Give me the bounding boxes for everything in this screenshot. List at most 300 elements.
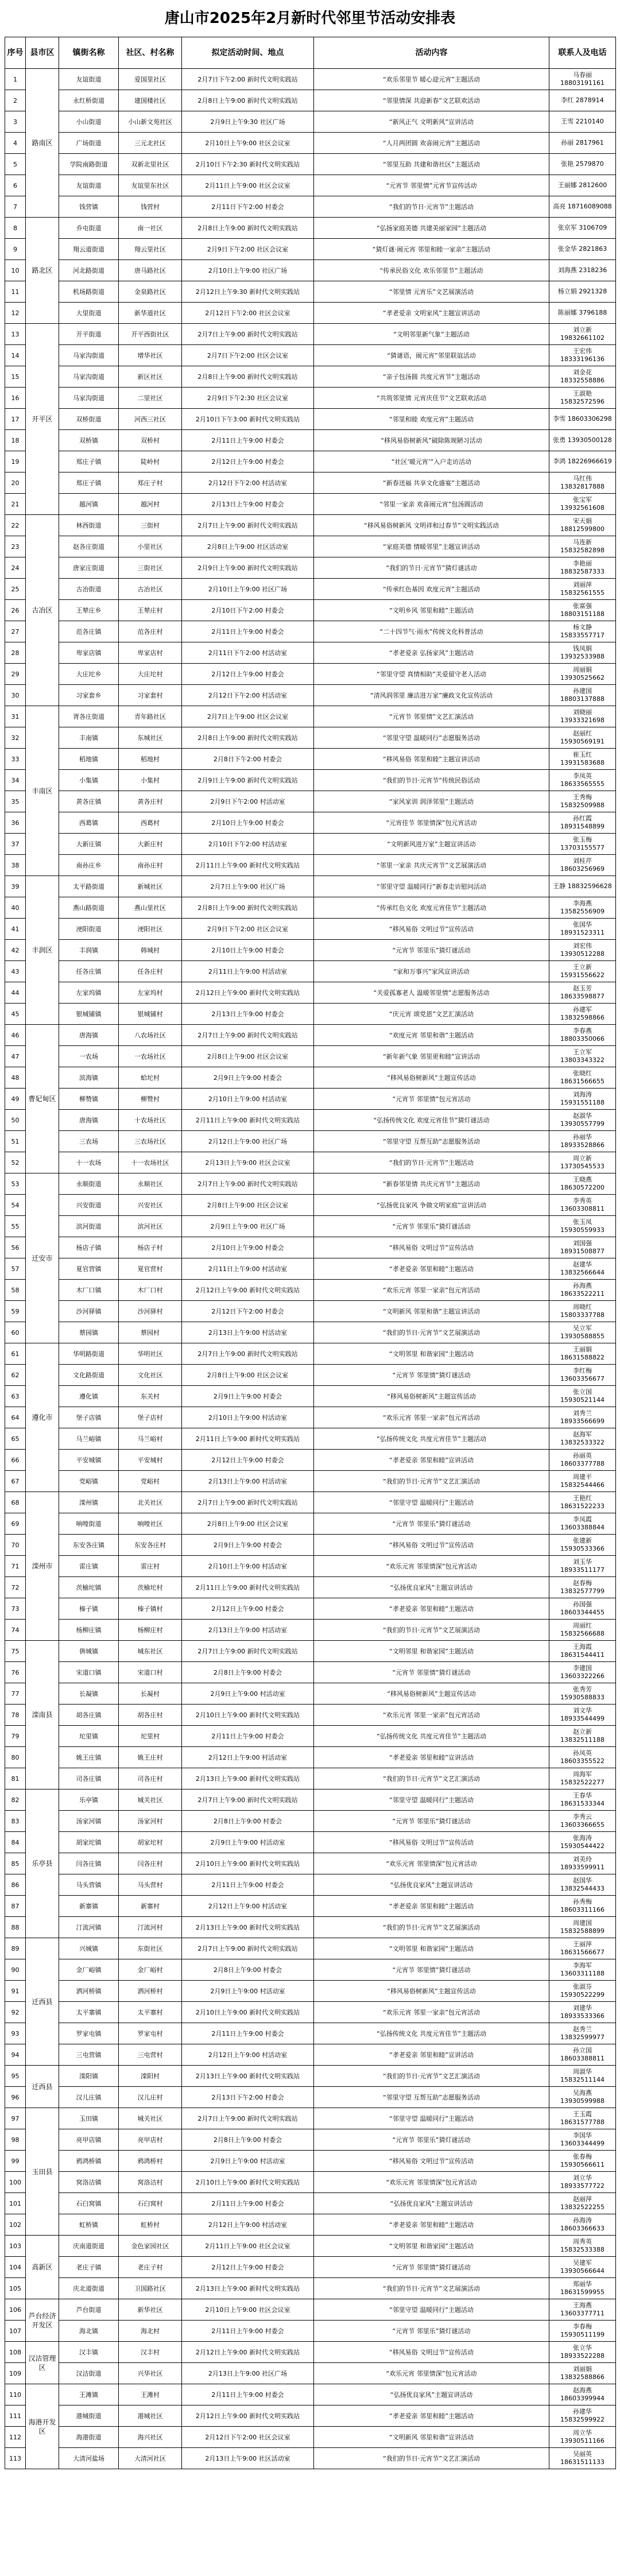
contact-cell: 周海军 15832522277 — [549, 1768, 616, 1789]
content-cell: “移风易俗 文明过节”宣传活动 — [314, 919, 549, 940]
table-row — [5, 2129, 616, 2151]
content-cell: “孝老爱亲 邻里和睦”主题活动 — [314, 1896, 549, 1917]
row-index: 18 — [5, 430, 26, 451]
table-row — [5, 239, 616, 260]
content-cell: “孝老爱亲 邻里和睦”宣讲活动 — [314, 1747, 549, 1768]
time-place-cell: 2月9日上午9:00 村活动室 — [182, 1981, 314, 2002]
row-index: 27 — [5, 621, 26, 642]
row-index: 94 — [5, 2044, 26, 2066]
content-cell: “移风易俗树新风 文明祥和过春节”文明实践活动 — [314, 515, 549, 536]
contact-cell: 刘文华 18933544499 — [549, 1705, 616, 1726]
table-row — [5, 1959, 616, 1981]
content-cell: “邻里守望 温暖同行”新春走访慰问活动 — [314, 876, 549, 897]
content-cell: “元宵节 邻里情”猜灯谜活动 — [314, 1959, 549, 1981]
village-cell: 金泉路社区 — [119, 281, 182, 303]
time-place-cell: 2月12日下午2:00 村活动室 — [182, 685, 314, 706]
header-county: 县市区 — [26, 37, 59, 69]
time-place-cell: 2月11日上午9:00 村委会 — [182, 2384, 314, 2405]
table-row — [5, 664, 616, 685]
content-cell: “文明邻里 和谐家园”主题活动 — [314, 1343, 549, 1365]
table-row — [5, 1025, 616, 1046]
content-cell: “移风易俗 文明过节”宣传活动 — [314, 1237, 549, 1258]
table-row — [5, 1195, 616, 1216]
time-place-cell: 2月7日上午9:00 新时代文明实践站 — [182, 515, 314, 536]
contact-cell: 孙丽华 18933528866 — [549, 1131, 616, 1152]
content-cell: “孝老爱亲 邻里和睦”宣讲活动 — [314, 2044, 549, 2066]
town-cell: 双桥街道 — [59, 409, 119, 430]
content-cell: “文明邻里新气象”主题活动 — [314, 324, 549, 345]
content-cell: “欢乐元宵 邻里一家亲”包元宵活动 — [314, 2002, 549, 2023]
town-cell: 胡各庄镇 — [59, 1705, 119, 1726]
table-row — [5, 2342, 616, 2363]
row-index: 84 — [5, 1832, 26, 1853]
county-cell: 玉田县 — [26, 2108, 59, 2236]
table-row — [5, 260, 616, 281]
row-index: 6 — [5, 175, 26, 196]
village-cell: 文化社区 — [119, 1365, 182, 1386]
table-row — [5, 579, 616, 600]
row-index: 17 — [5, 409, 26, 430]
time-place-cell: 2月12日上午9:00 村委会 — [182, 1450, 314, 1471]
town-cell: 马兰峪镇 — [59, 1428, 119, 1450]
row-index: 58 — [5, 1280, 26, 1301]
town-cell: 文化路街道 — [59, 1365, 119, 1386]
town-cell: 任各庄镇 — [59, 961, 119, 982]
table-row — [5, 430, 616, 451]
table-body — [5, 69, 616, 2469]
content-cell: “共筑邻里情 元宵庆佳节”文艺联欢活动 — [314, 388, 549, 409]
row-index: 51 — [5, 1131, 26, 1152]
table-row — [5, 2427, 616, 2448]
content-cell: “邻里一家亲 共庆元宵节”文艺展演活动 — [314, 855, 549, 876]
content-cell: “欢乐元宵 邻里一家亲”包元宵活动 — [314, 1705, 549, 1726]
contact-cell: 刘桂芹 18603256969 — [549, 855, 616, 876]
village-cell: 小集村 — [119, 770, 182, 791]
row-index: 76 — [5, 1662, 26, 1683]
time-place-cell: 2月13日上午9:00 新时代文明实践站 — [182, 1917, 314, 1938]
table-row — [5, 154, 616, 175]
row-index: 93 — [5, 2023, 26, 2044]
village-cell: 马兰峪村 — [119, 1428, 182, 1450]
time-place-cell: 2月11日上午9:00 村委会 — [182, 1726, 314, 1747]
table-row — [5, 409, 616, 430]
row-index: 53 — [5, 1173, 26, 1195]
table-row — [5, 706, 616, 727]
village-cell: 柳赞村 — [119, 1088, 182, 1110]
table-row — [5, 1577, 616, 1598]
content-cell: “庆元宵 颂党恩”文艺汇演活动 — [314, 1004, 549, 1025]
contact-cell: 周建国 15832588899 — [549, 1917, 616, 1938]
content-cell: “邻里情 元宵乐”文艺展演活动 — [314, 281, 549, 303]
time-place-cell: 2月12日下午2:00 社区会议室 — [182, 2427, 314, 2448]
content-cell: “我们的节日·元宵节”主题活动 — [314, 196, 549, 218]
row-index: 56 — [5, 1237, 26, 1258]
table-row — [5, 1004, 616, 1025]
contact-cell: 郑丽华 18631599955 — [549, 2278, 616, 2299]
row-index: 77 — [5, 1683, 26, 1705]
content-cell: “欢度元宵 邻里和谐”主题活动 — [314, 1025, 549, 1046]
content-cell: “欢乐元宵 邻里情深”包元宵活动 — [314, 2363, 549, 2384]
content-cell: “元宵节 邻里乐”猜灯谜活动 — [314, 2129, 549, 2151]
row-index: 14 — [5, 345, 26, 366]
town-cell: 马头营镇 — [59, 1874, 119, 1896]
village-cell: 小里社区 — [119, 536, 182, 557]
contact-cell: 孙建国 18803137888 — [549, 685, 616, 706]
county-cell: 芦台经济开发区 — [26, 2299, 59, 2342]
town-cell: 木厂口镇 — [59, 1280, 119, 1301]
time-place-cell: 2月13日上午9:00 村委会 — [182, 494, 314, 515]
town-cell: 郑庄子镇 — [59, 472, 119, 494]
town-cell: 平安城镇 — [59, 1450, 119, 1471]
village-cell: 蛤坨村 — [119, 1067, 182, 1088]
content-cell: “欢乐元宵 邻里情深”包元宵活动 — [314, 1853, 549, 1874]
time-place-cell: 2月7日下午2:00 社区会议室 — [182, 345, 314, 366]
row-index: 16 — [5, 388, 26, 409]
time-place-cell: 2月12日上午9:00 村活动室 — [182, 2214, 314, 2236]
table-row — [5, 876, 616, 897]
content-cell: “移风易俗 邻里和睦”主题宣讲活动 — [314, 749, 549, 770]
table-row — [5, 1173, 616, 1195]
content-cell: “家和万事兴”家风宣讲活动 — [314, 961, 549, 982]
contact-cell: 孙秀梅 18603311166 — [549, 1896, 616, 1917]
content-cell: “元宵节 邻里乐”猜灯谜活动 — [314, 1811, 549, 1832]
activity-table — [5, 37, 616, 2469]
time-place-cell: 2月12日上午9:00 村活动室 — [182, 1896, 314, 1917]
contact-cell: 周立华 13930511166 — [549, 2427, 616, 2448]
village-cell: 汉丰村 — [119, 2342, 182, 2363]
table-row — [5, 600, 616, 621]
town-cell: 夏官营镇 — [59, 1258, 119, 1280]
village-cell: 习家套村 — [119, 685, 182, 706]
table-row — [5, 494, 616, 515]
town-cell: 丰南镇 — [59, 727, 119, 749]
village-cell: 范各庄村 — [119, 621, 182, 642]
content-cell: “文明邻里 和谐家园”主题活动 — [314, 2236, 549, 2257]
town-cell: 汤家河镇 — [59, 1811, 119, 1832]
town-cell: 翔云道街道 — [59, 239, 119, 260]
contact-cell: 王秀梅 15832509988 — [549, 791, 616, 812]
town-cell: 汉儿庄镇 — [59, 2087, 119, 2108]
town-cell: 新寨镇 — [59, 1896, 119, 1917]
village-cell: 新华道社区 — [119, 303, 182, 324]
time-place-cell: 2月12日上午9:00 新时代文明实践站 — [182, 2342, 314, 2363]
row-index: 4 — [5, 133, 26, 154]
row-index: 69 — [5, 1513, 26, 1535]
content-cell: “文明乡风 邻里和睦”主题活动 — [314, 600, 549, 621]
town-cell: 乐亭镇 — [59, 1789, 119, 1811]
contact-cell: 张勇 13930500128 — [549, 430, 616, 451]
town-cell: 榛子镇 — [59, 1598, 119, 1620]
content-cell: “邻里一家亲 欢喜闹元宵”包汤圆活动 — [314, 494, 549, 515]
village-cell: 雷庄村 — [119, 1556, 182, 1577]
town-cell: 三农场 — [59, 1131, 119, 1152]
content-cell: “元宵节 邻里情”猜灯谜活动 — [314, 1365, 549, 1386]
table-row — [5, 1981, 616, 2002]
town-cell: 倴城镇 — [59, 1641, 119, 1662]
town-cell: 一农场 — [59, 1046, 119, 1067]
contact-cell: 崔玉红 13931583688 — [549, 749, 616, 770]
content-cell: “孝老爱亲 邻里和睦”主题活动 — [314, 1258, 549, 1280]
time-place-cell: 2月8日上午9:00 村委会 — [182, 1811, 314, 1832]
table-row — [5, 1407, 616, 1428]
time-place-cell: 2月8日上午9:00 新时代文明实践站 — [182, 366, 314, 388]
contact-cell: 陈丽娜 3796188 — [549, 303, 616, 324]
table-row — [5, 1131, 616, 1152]
content-cell: “邻里互助 共建和谐社区”主题活动 — [314, 154, 549, 175]
time-place-cell: 2月12日下午2:00 社区会议室 — [182, 303, 314, 324]
time-place-cell: 2月13日上午9:00 新时代文明实践站 — [182, 1768, 314, 1789]
row-index: 49 — [5, 1088, 26, 1110]
village-cell: 滦阳村 — [119, 2066, 182, 2087]
contact-cell: 王宏伟 18333196136 — [549, 345, 616, 366]
time-place-cell: 2月10日下午2:00 村活动室 — [182, 834, 314, 855]
table-row — [5, 133, 616, 154]
time-place-cell: 2月12日上午9:00 村委会 — [182, 664, 314, 685]
town-cell: 柳赞镇 — [59, 1088, 119, 1110]
content-cell: “孝老爱亲 弘扬家风”主题活动 — [314, 642, 549, 664]
village-cell: 姚王庄村 — [119, 1747, 182, 1768]
town-cell: 茨榆坨镇 — [59, 1577, 119, 1598]
content-cell: “亲子包汤圆 共度元宵节”主题活动 — [314, 366, 549, 388]
table-row — [5, 2363, 616, 2384]
table-row — [5, 749, 616, 770]
village-cell: 增华社区 — [119, 345, 182, 366]
content-cell: “欢乐元宵 邻里情深”包元宵活动 — [314, 1556, 549, 1577]
table-row — [5, 727, 616, 749]
content-cell: “邻里守望 互帮互助”志愿服务活动 — [314, 1131, 549, 1152]
village-cell: 杨柳庄村 — [119, 1620, 182, 1641]
time-place-cell: 2月9日下午2:30 社区会议室 — [182, 388, 314, 409]
table-row — [5, 388, 616, 409]
content-cell: “文明新风进万家”主题宣讲活动 — [314, 834, 549, 855]
village-cell: 八农场社区 — [119, 1025, 182, 1046]
table-row — [5, 1662, 616, 1683]
contact-cell: 李秀英 13603308811 — [549, 1195, 616, 1216]
content-cell: “移风易俗 文明过节”宣传活动 — [314, 1535, 549, 1556]
table-row — [5, 1641, 616, 1662]
time-place-cell: 2月12日上午9:30 新时代文明实践站 — [182, 281, 314, 303]
table-row — [5, 2066, 616, 2087]
row-index: 44 — [5, 982, 26, 1004]
content-cell: “元宵节 邻里情”文艺汇演活动 — [314, 706, 549, 727]
row-index: 70 — [5, 1535, 26, 1556]
town-cell: 司各庄镇 — [59, 1768, 119, 1789]
contact-cell: 李春梅 15930511199 — [549, 2321, 616, 2342]
table-row — [5, 218, 616, 239]
table-row — [5, 2214, 616, 2236]
content-cell: “我们的节日·元宵节”猜灯谜活动 — [314, 557, 549, 579]
row-index: 107 — [5, 2321, 26, 2342]
table-row — [5, 1705, 616, 1726]
village-cell: 建国楼社区 — [119, 90, 182, 111]
county-cell: 路南区 — [26, 69, 59, 218]
town-cell: 东安各庄镇 — [59, 1535, 119, 1556]
town-cell: 胡家坨镇 — [59, 1832, 119, 1853]
table-row — [5, 196, 616, 218]
town-cell: 习家套乡 — [59, 685, 119, 706]
row-index: 102 — [5, 2214, 26, 2236]
time-place-cell: 2月13日上午9:00 社区活动室 — [182, 2448, 314, 2469]
content-cell: “孝老爱亲 邻里和睦”主题活动 — [314, 1598, 549, 1620]
time-place-cell: 2月9日下午2:00 社区会议室 — [182, 919, 314, 940]
table-row — [5, 1492, 616, 1513]
row-index: 55 — [5, 1216, 26, 1237]
content-cell: “孝老爱亲 邻里和睦”宣讲活动 — [314, 1450, 549, 1471]
time-place-cell: 2月8日上午9:00 社区会议室 — [182, 1046, 314, 1067]
town-cell: 河北路街道 — [59, 260, 119, 281]
town-cell: 双桥镇 — [59, 430, 119, 451]
content-cell: “新年新气象 邻里更和睦”宣讲活动 — [314, 1046, 549, 1067]
contact-cell: 李海燕 13582556909 — [549, 897, 616, 919]
contact-cell: 赵海军 13832533322 — [549, 1428, 616, 1450]
row-index: 109 — [5, 2363, 26, 2384]
row-index: 103 — [5, 2236, 26, 2257]
content-cell: “弘扬优良家风”主题宣讲活动 — [314, 2384, 549, 2405]
time-place-cell: 2月13日上午9:00 新时代文明实践站 — [182, 2278, 314, 2299]
table-row — [5, 1258, 616, 1280]
contact-cell: 李建国 13603322266 — [549, 1662, 616, 1683]
contact-cell: 周秀英 15832533388 — [549, 2236, 616, 2257]
time-place-cell: 2月11日上午9:00 新时代文明实践站 — [182, 1577, 314, 1598]
table-row — [5, 1938, 616, 1959]
village-cell: 宋道口村 — [119, 1662, 182, 1683]
time-place-cell: 2月10日上午9:00 村活动室 — [182, 1088, 314, 1110]
content-cell: “邻里和睦 欢度元宵”主题活动 — [314, 409, 549, 430]
contact-cell: 吴立军 13930588855 — [549, 1322, 616, 1343]
contact-cell: 王丽萍 18631566677 — [549, 1938, 616, 1959]
town-cell: 郑庄子镇 — [59, 451, 119, 472]
contact-cell: 刘宏伟 13930512288 — [549, 940, 616, 961]
table-row — [5, 536, 616, 557]
content-cell: “元宵节 邻里情”元宵节宣传活动 — [314, 175, 549, 196]
table-row — [5, 812, 616, 834]
contact-cell: 李海军 13603311188 — [549, 1959, 616, 1981]
contact-cell: 孙凤英 18603355522 — [549, 1747, 616, 1768]
time-place-cell: 2月10日上午9:00 新时代文明实践站 — [182, 1705, 314, 1726]
town-cell: 老庄子镇 — [59, 2257, 119, 2278]
contact-cell: 杨文静 15833557717 — [549, 621, 616, 642]
village-cell: 青年路社区 — [119, 706, 182, 727]
time-place-cell: 2月8日下午2:00 村委会 — [182, 749, 314, 770]
table-row — [5, 642, 616, 664]
row-index: 98 — [5, 2129, 26, 2151]
table-row — [5, 472, 616, 494]
content-cell: “弘扬优良家风”主题宣讲活动 — [314, 2193, 549, 2214]
county-cell: 滦南县 — [26, 1641, 59, 1789]
town-cell: 虹桥镇 — [59, 2214, 119, 2236]
row-index: 95 — [5, 2066, 26, 2087]
town-cell: 党峪镇 — [59, 1471, 119, 1492]
row-index: 34 — [5, 770, 26, 791]
time-place-cell: 2月7日上午9:00 新时代文明实践站 — [182, 1789, 314, 1811]
time-place-cell: 2月11日上午9:00 村委会 — [182, 2023, 314, 2044]
town-cell: 滦阳镇 — [59, 2066, 119, 2087]
time-place-cell: 2月10日下午3:00 新时代文明实践站 — [182, 409, 314, 430]
content-cell: “元宵节 邻里情”包元宵活动 — [314, 1088, 549, 1110]
content-cell: “弘扬优良家风”主题宣讲活动 — [314, 1577, 549, 1598]
row-index: 54 — [5, 1195, 26, 1216]
time-place-cell: 2月9日上午9:00 新时代文明实践站 — [182, 770, 314, 791]
table-row — [5, 1789, 616, 1811]
county-cell: 迁安市 — [26, 1173, 59, 1343]
contact-cell: 李鸿 18226966619 — [549, 451, 616, 472]
contact-cell: 孙丽 2817961 — [549, 133, 616, 154]
time-place-cell: 2月11日上午9:00 村活动室 — [182, 961, 314, 982]
contact-cell: 赵海燕 18603399944 — [549, 2384, 616, 2405]
village-cell: 南孙庄村 — [119, 855, 182, 876]
content-cell: “弘扬传统文化 欢度元宵佳节”猜灯谜活动 — [314, 1110, 549, 1131]
content-cell: “邻里守望 温暖同行”主题活动 — [314, 2299, 549, 2321]
town-cell: 太平寨镇 — [59, 2002, 119, 2023]
village-cell: 燕山里社区 — [119, 897, 182, 919]
time-place-cell: 2月10日上午9:00 村委会 — [182, 1237, 314, 1258]
contact-cell: 李红 2878914 — [549, 90, 616, 111]
contact-cell: 孙国强 18603344455 — [549, 1598, 616, 1620]
town-cell: 洒河桥镇 — [59, 1981, 119, 2002]
town-cell: 大新庄镇 — [59, 834, 119, 855]
header-time-place: 拟定活动时间、地点 — [182, 37, 314, 69]
table-row — [5, 685, 616, 706]
village-cell: 党峪村 — [119, 1471, 182, 1492]
contact-cell: 张建新 15930533366 — [549, 1535, 616, 1556]
contact-cell: 王海霞 18631544411 — [549, 1641, 616, 1662]
row-index: 25 — [5, 579, 26, 600]
time-place-cell: 2月7日上午9:00 社区会议室 — [182, 706, 314, 727]
table-row — [5, 1471, 616, 1492]
content-cell: “社区‘暖元宵’”入户走访活动 — [314, 451, 549, 472]
table-row — [5, 2044, 616, 2066]
content-cell: “新风正气 文明新风”宣讲活动 — [314, 111, 549, 133]
town-cell: 亮甲店镇 — [59, 2129, 119, 2151]
village-cell: 坨里村 — [119, 1726, 182, 1747]
table-row — [5, 897, 616, 919]
table-row — [5, 2172, 616, 2193]
time-place-cell: 2月7日上午9:00 新时代文明实践站 — [182, 1641, 314, 1662]
village-cell: 城东社区 — [119, 1641, 182, 1662]
table-row — [5, 1598, 616, 1620]
row-index: 67 — [5, 1471, 26, 1492]
village-cell: 城关社区 — [119, 1789, 182, 1811]
contact-cell: 李凤英 18633565555 — [549, 770, 616, 791]
contact-cell: 张春梅 15930566611 — [549, 2151, 616, 2172]
village-cell: 新寨村 — [119, 1896, 182, 1917]
time-place-cell: 2月8日上午9:00 新时代文明实践站 — [182, 897, 314, 919]
row-index: 22 — [5, 515, 26, 536]
content-cell: “传承红色基因 欢度元宵”主题活动 — [314, 579, 549, 600]
time-place-cell: 2月11日上午9:00 村委会 — [182, 1874, 314, 1896]
contact-cell: 张京军 3106709 — [549, 218, 616, 239]
village-cell: 西葛村 — [119, 812, 182, 834]
row-index: 108 — [5, 2342, 26, 2363]
time-place-cell: 2月9日下午2:00 村活动室 — [182, 791, 314, 812]
row-index: 42 — [5, 940, 26, 961]
contact-cell: 李春燕 18803350066 — [549, 1025, 616, 1046]
town-cell: 鸦鸿桥镇 — [59, 2151, 119, 2172]
row-index: 72 — [5, 1577, 26, 1598]
village-cell: 小山新文苑社区 — [119, 111, 182, 133]
village-cell: 亮甲店村 — [119, 2129, 182, 2151]
time-place-cell: 2月11日上午9:00 村委会 — [182, 2193, 314, 2214]
contact-cell: 刘建华 18933533366 — [549, 2002, 616, 2023]
town-cell: 胥各庄街道 — [59, 706, 119, 727]
table-row — [5, 770, 616, 791]
table-row — [5, 2108, 616, 2129]
row-index: 41 — [5, 919, 26, 940]
contact-cell: 赵玉芳 18633598877 — [549, 982, 616, 1004]
county-cell: 曹妃甸区 — [26, 1025, 59, 1173]
contact-cell: 马春丽 18803191161 — [549, 69, 616, 90]
table-row — [5, 2257, 616, 2278]
